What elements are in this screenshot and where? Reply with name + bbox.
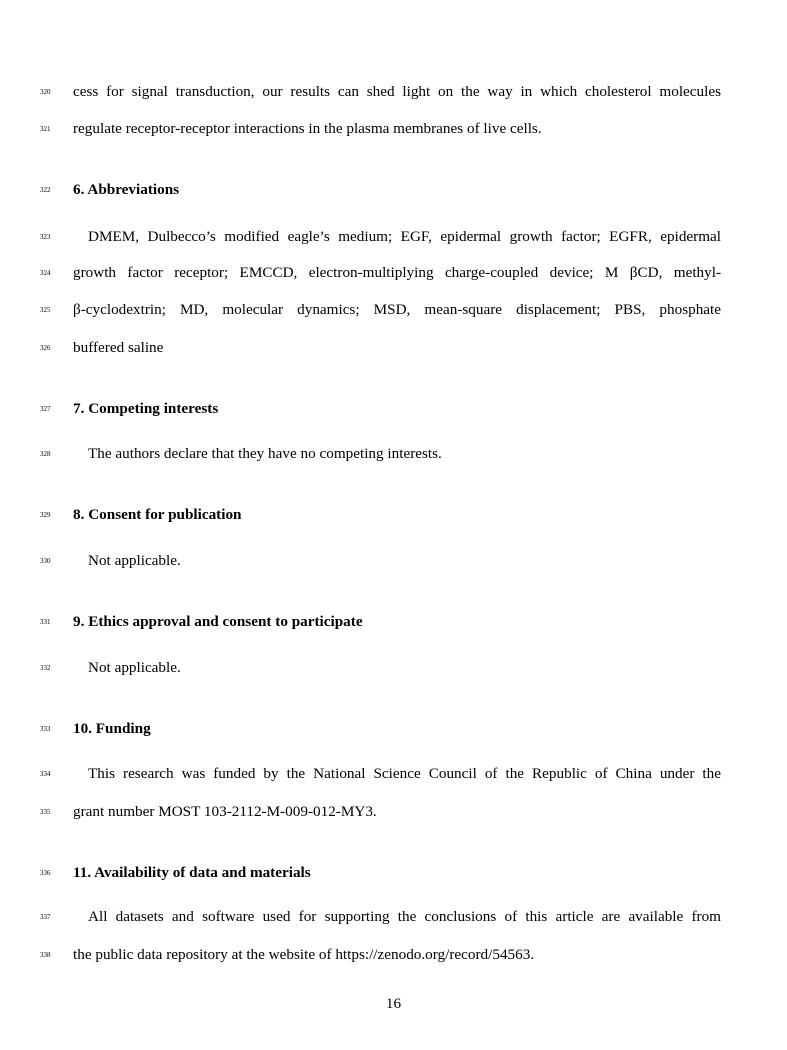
line-number: 322 xyxy=(40,186,51,194)
section-heading-line xyxy=(0,862,787,884)
line-number: 338 xyxy=(40,951,51,959)
text-line xyxy=(0,443,787,465)
line-number: 325 xyxy=(40,306,51,314)
body-text: β-cyclodextrin; MD, molecular dynamics; MSD, mean-square displacement; PBS, phosphate xyxy=(73,301,721,318)
text-line xyxy=(0,118,787,140)
body-text: buffered saline xyxy=(73,339,164,356)
section-heading: 10. Funding xyxy=(73,720,151,737)
section-heading: 8. Consent for publication xyxy=(73,506,242,523)
body-text: All datasets and software used for supporting the conclusions of this article are available from xyxy=(88,908,721,925)
section-heading: 7. Competing interests xyxy=(73,400,219,417)
line-number: 332 xyxy=(40,664,51,672)
text-line xyxy=(0,262,787,284)
line-number: 321 xyxy=(40,125,51,133)
text-line xyxy=(0,550,787,572)
line-number: 331 xyxy=(40,618,51,626)
line-number: 320 xyxy=(40,88,51,96)
section-heading: 6. Abbreviations xyxy=(73,181,180,198)
body-text: growth factor receptor; EMCCD, electron-multiplying charge-coupled device; M βCD, methyl- xyxy=(73,264,721,281)
section-heading-line xyxy=(0,718,787,740)
body-text: The authors declare that they have no competing interests. xyxy=(88,445,442,462)
page-number: 16 xyxy=(385,995,402,1012)
body-text: regulate receptor-receptor interactions in the plasma membranes of live cells. xyxy=(73,120,542,137)
line-number: 329 xyxy=(40,511,51,519)
text-line xyxy=(0,657,787,679)
section-heading-line xyxy=(0,179,787,201)
line-number: 328 xyxy=(40,450,51,458)
line-number: 330 xyxy=(40,557,51,565)
line-number: 336 xyxy=(40,869,51,877)
line-number: 335 xyxy=(40,808,51,816)
line-number: 326 xyxy=(40,344,51,352)
section-heading: 11. Availability of data and materials xyxy=(73,864,311,881)
line-number: 334 xyxy=(40,770,51,778)
section-heading-line xyxy=(0,611,787,633)
text-line xyxy=(0,906,787,928)
body-text: cess for signal transduction, our results can shed light on the way in which cholesterol molecules xyxy=(73,83,721,100)
line-number: 337 xyxy=(40,913,51,921)
line-number: 323 xyxy=(40,233,51,241)
text-line xyxy=(0,763,787,785)
body-text: the public data repository at the website of https://zenodo.org/record/54563. xyxy=(73,946,535,963)
text-line xyxy=(0,81,787,103)
text-line xyxy=(0,801,787,823)
section-heading: 9. Ethics approval and consent to participate xyxy=(73,613,363,630)
body-text: This research was funded by the National Science Council of the Republic of China under the xyxy=(88,765,721,782)
text-line xyxy=(0,299,787,321)
body-text: Not applicable. xyxy=(88,552,181,569)
text-line xyxy=(0,944,787,966)
line-number: 327 xyxy=(40,405,51,413)
text-line xyxy=(0,337,787,359)
body-text: Not applicable. xyxy=(88,659,181,676)
line-number: 333 xyxy=(40,725,51,733)
line-number: 324 xyxy=(40,269,51,277)
section-heading-line xyxy=(0,398,787,420)
body-text: DMEM, Dulbecco’s modified eagle’s medium; EGF, epidermal growth factor; EGFR, epidermal xyxy=(88,228,721,245)
section-heading-line xyxy=(0,504,787,526)
text-line xyxy=(0,226,787,248)
body-text: grant number MOST 103-2112-M-009-012-MY3. xyxy=(73,803,377,820)
